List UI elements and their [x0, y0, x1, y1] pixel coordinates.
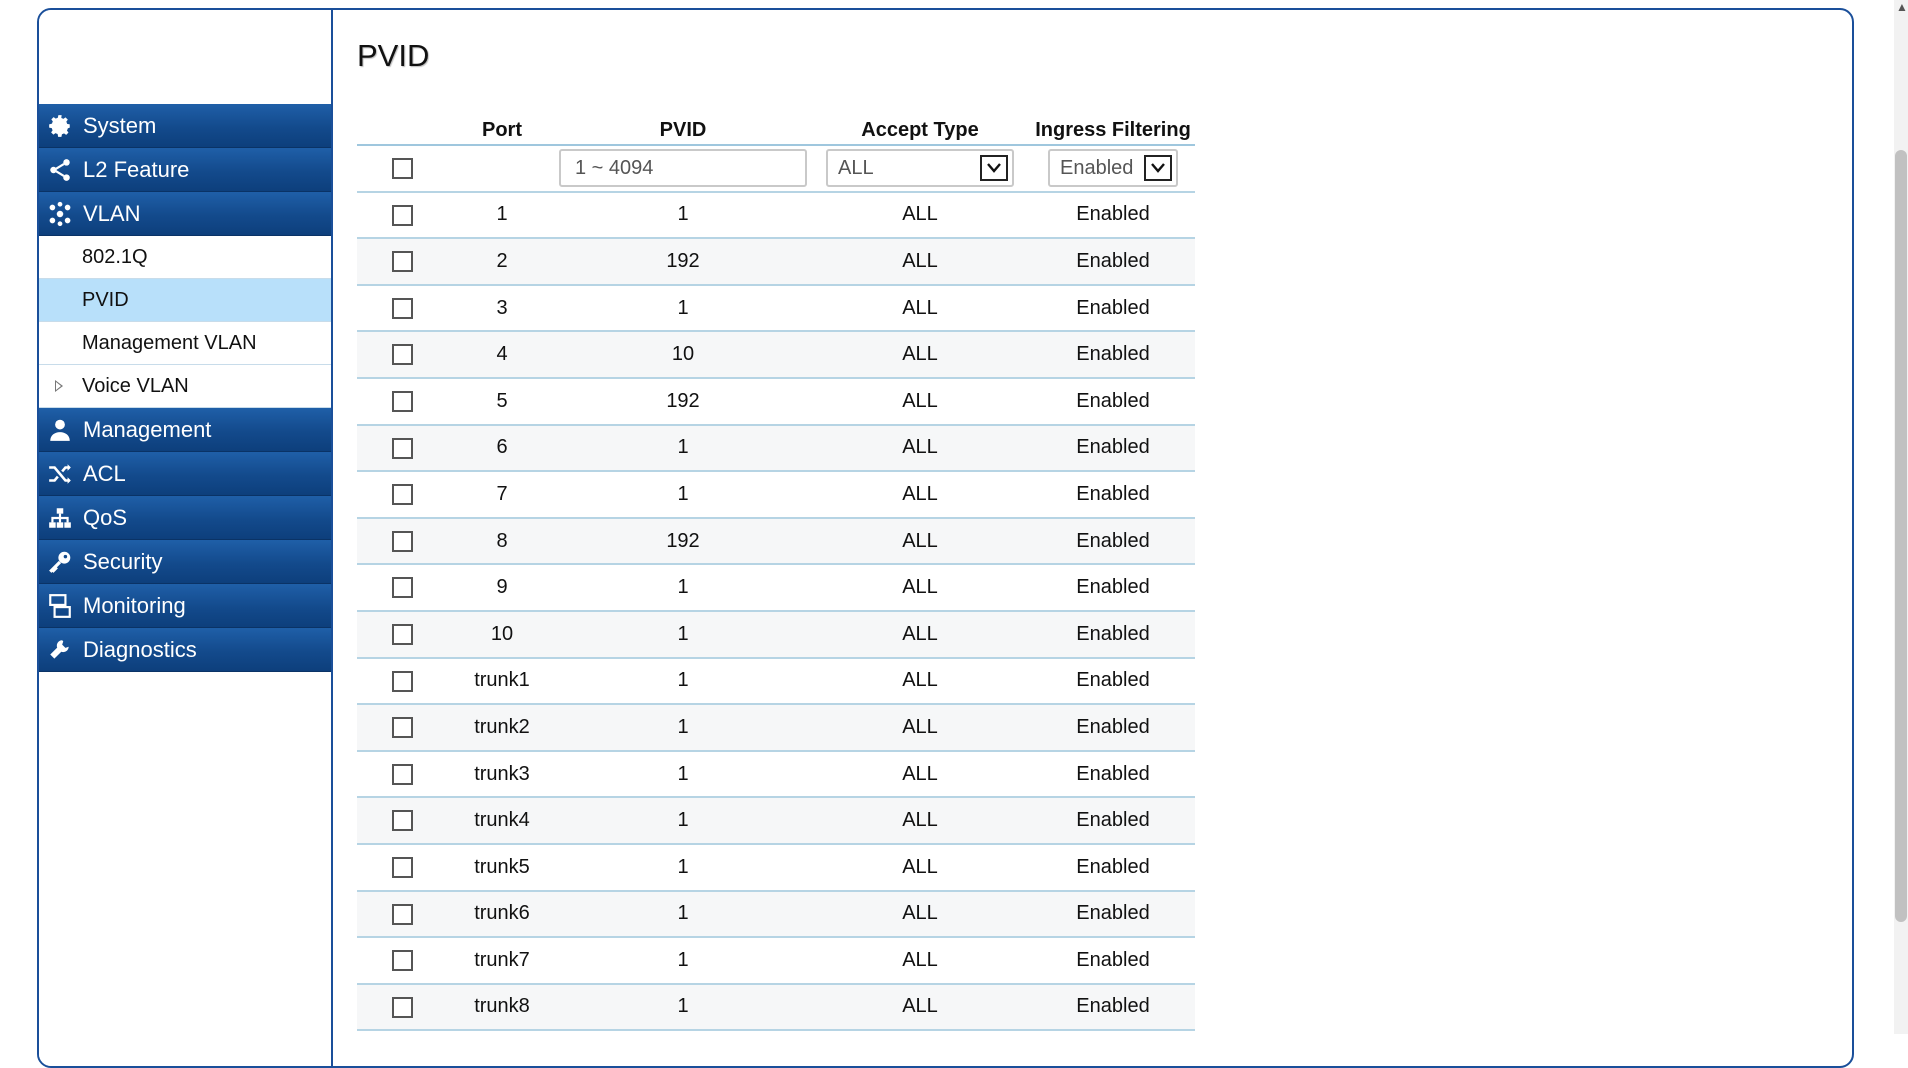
- sidebar-item-security[interactable]: [39, 540, 331, 584]
- table-row: [357, 984, 1195, 1031]
- share-icon: [45, 155, 75, 185]
- cell-ingress-filtering: Enabled: [1031, 238, 1195, 285]
- cell-ingress-filtering: Enabled: [1031, 378, 1195, 425]
- cell-ingress-filtering: Enabled: [1031, 797, 1195, 844]
- pvid-table: [357, 112, 1195, 1031]
- wrench-icon: [45, 635, 75, 665]
- sidebar-subitem-management-vlan[interactable]: [39, 322, 331, 365]
- cell-port: trunk1: [447, 658, 557, 705]
- cell-ingress-filtering: Enabled: [1031, 891, 1195, 938]
- sidebar-item-label: Security: [83, 548, 163, 574]
- cell-pvid: 1: [557, 425, 809, 472]
- sidebar-subitem-label: Voice VLAN: [82, 374, 189, 397]
- cell-ingress-filtering: Enabled: [1031, 471, 1195, 518]
- table-row: [357, 285, 1195, 332]
- table-header-row: [357, 112, 1195, 145]
- cell-port: trunk7: [447, 937, 557, 984]
- cell-pvid: 1: [557, 844, 809, 891]
- cell-port: 6: [447, 425, 557, 472]
- cell-accept-type: ALL: [809, 378, 1031, 425]
- cell-accept-type: ALL: [809, 425, 1031, 472]
- row-checkbox[interactable]: [392, 904, 413, 925]
- row-checkbox[interactable]: [392, 438, 413, 459]
- cell-port: trunk5: [447, 844, 557, 891]
- table-row: [357, 658, 1195, 705]
- key-icon: [45, 547, 75, 577]
- cell-pvid: 1: [557, 285, 809, 332]
- table-row: [357, 378, 1195, 425]
- ingress-filtering-select[interactable]: [1048, 149, 1178, 187]
- cell-accept-type: ALL: [809, 751, 1031, 798]
- row-checkbox[interactable]: [392, 810, 413, 831]
- row-checkbox[interactable]: [392, 344, 413, 365]
- select-all-checkbox[interactable]: [392, 158, 413, 179]
- cell-port: trunk6: [447, 891, 557, 938]
- sidebar-subitem-802-1q[interactable]: [39, 236, 331, 279]
- row-checkbox[interactable]: [392, 205, 413, 226]
- sidebar-item-qos[interactable]: [39, 496, 331, 540]
- sidebar-item-acl[interactable]: [39, 452, 331, 496]
- sidebar-subitem-voice-vlan[interactable]: [39, 365, 331, 408]
- sidebar-item-label: ACL: [83, 460, 126, 486]
- table-row: [357, 471, 1195, 518]
- row-checkbox[interactable]: [392, 624, 413, 645]
- page-title: PVID: [357, 38, 430, 73]
- cell-pvid: 1: [557, 937, 809, 984]
- cell-accept-type: ALL: [809, 564, 1031, 611]
- sidebar-subitem-label: 802.1Q: [82, 245, 148, 268]
- gear-icon: [45, 111, 75, 141]
- chevron-down-icon: [1144, 155, 1172, 181]
- table-row: [357, 238, 1195, 285]
- table-row: [357, 704, 1195, 751]
- row-checkbox[interactable]: [392, 577, 413, 598]
- select-all-header: [357, 112, 447, 145]
- shuffle-icon: [45, 459, 75, 489]
- table-row: [357, 611, 1195, 658]
- row-checkbox[interactable]: [392, 391, 413, 412]
- cell-accept-type: ALL: [809, 937, 1031, 984]
- sidebar-item-label: Management: [83, 416, 212, 442]
- expand-triangle-icon[interactable]: [55, 380, 63, 392]
- user-icon: [45, 415, 75, 445]
- cell-accept-type: ALL: [809, 471, 1031, 518]
- sidebar-item-label: Monitoring: [83, 592, 186, 618]
- sidebar-subitem-label: PVID: [82, 288, 129, 311]
- cell-port: trunk2: [447, 704, 557, 751]
- cell-port: 1: [447, 192, 557, 239]
- cell-accept-type: ALL: [809, 891, 1031, 938]
- cell-port: 3: [447, 285, 557, 332]
- cell-ingress-filtering: Enabled: [1031, 704, 1195, 751]
- sidebar-item-label: QoS: [83, 504, 128, 530]
- cell-pvid: 192: [557, 378, 809, 425]
- cell-port: trunk4: [447, 797, 557, 844]
- cell-port: 4: [447, 331, 557, 378]
- cell-port: trunk8: [447, 984, 557, 1031]
- sidebar-subitem-pvid[interactable]: [39, 279, 331, 322]
- sidebar-item-label: L2 Feature: [83, 156, 190, 182]
- cell-ingress-filtering: Enabled: [1031, 564, 1195, 611]
- sidebar-item-management[interactable]: [39, 408, 331, 452]
- sidebar-item-vlan[interactable]: [39, 192, 331, 236]
- app-frame: [37, 8, 1854, 1068]
- cell-pvid: 1: [557, 658, 809, 705]
- cell-accept-type: ALL: [809, 797, 1031, 844]
- col-ingress-filtering: Ingress Filtering: [1031, 112, 1195, 145]
- cell-ingress-filtering: Enabled: [1031, 285, 1195, 332]
- sidebar-item-label: VLAN: [83, 200, 141, 226]
- sidebar-item-diagnostics[interactable]: [39, 628, 331, 672]
- table-row: [357, 937, 1195, 984]
- ingress-select-value: Enabled: [1060, 156, 1134, 179]
- accept-type-select[interactable]: [826, 149, 1014, 187]
- chevron-down-icon: [980, 155, 1008, 181]
- cell-ingress-filtering: Enabled: [1031, 518, 1195, 565]
- cell-pvid: 1: [557, 192, 809, 239]
- cell-accept-type: ALL: [809, 984, 1031, 1031]
- accept-type-select-value: ALL: [838, 156, 874, 179]
- row-checkbox[interactable]: [392, 950, 413, 971]
- cell-pvid: 192: [557, 238, 809, 285]
- scroll-up-icon[interactable]: ▲: [1896, 0, 1908, 14]
- cell-accept-type: ALL: [809, 704, 1031, 751]
- table-row: [357, 891, 1195, 938]
- col-port: Port: [447, 112, 557, 145]
- cell-ingress-filtering: Enabled: [1031, 844, 1195, 891]
- cell-pvid: 1: [557, 751, 809, 798]
- sidebar-item-system[interactable]: [39, 104, 331, 148]
- cell-pvid: 1: [557, 984, 809, 1031]
- sidebar-item-l2-feature[interactable]: [39, 148, 331, 192]
- cell-ingress-filtering: Enabled: [1031, 192, 1195, 239]
- row-checkbox[interactable]: [392, 717, 413, 738]
- cell-pvid: 1: [557, 797, 809, 844]
- cell-pvid: 10: [557, 331, 809, 378]
- cell-accept-type: ALL: [809, 518, 1031, 565]
- row-checkbox[interactable]: [392, 857, 413, 878]
- filter-row: [357, 145, 1195, 192]
- vertical-scrollbar[interactable]: [1894, 0, 1908, 1034]
- scrollbar-thumb[interactable]: [1895, 150, 1907, 922]
- table-row: [357, 844, 1195, 891]
- row-checkbox[interactable]: [392, 531, 413, 552]
- cell-port: trunk3: [447, 751, 557, 798]
- cell-accept-type: ALL: [809, 658, 1031, 705]
- table-row: [357, 192, 1195, 239]
- row-checkbox[interactable]: [392, 764, 413, 785]
- col-accept-type: Accept Type: [809, 112, 1031, 145]
- sidebar-subitem-label: Management VLAN: [82, 331, 257, 354]
- cell-port: 7: [447, 471, 557, 518]
- table-row: [357, 797, 1195, 844]
- cell-port: 2: [447, 238, 557, 285]
- cell-pvid: 192: [557, 518, 809, 565]
- table-row: [357, 518, 1195, 565]
- pvid-input[interactable]: 1 ~ 4094: [559, 149, 807, 187]
- table-row: [357, 331, 1195, 378]
- hierarchy-icon: [45, 503, 75, 533]
- row-checkbox[interactable]: [392, 997, 413, 1018]
- cell-port: 5: [447, 378, 557, 425]
- col-pvid: PVID: [557, 112, 809, 145]
- row-checkbox[interactable]: [392, 671, 413, 692]
- cell-port: 10: [447, 611, 557, 658]
- sidebar-logo-area: [39, 10, 331, 104]
- cell-accept-type: ALL: [809, 192, 1031, 239]
- cell-port: 9: [447, 564, 557, 611]
- table-row: [357, 425, 1195, 472]
- cell-accept-type: ALL: [809, 331, 1031, 378]
- network-cluster-icon: [45, 199, 75, 229]
- sidebar-item-label: System: [83, 112, 157, 138]
- cell-accept-type: ALL: [809, 611, 1031, 658]
- monitor-icon: [45, 591, 75, 621]
- cell-pvid: 1: [557, 564, 809, 611]
- cell-accept-type: ALL: [809, 844, 1031, 891]
- cell-ingress-filtering: Enabled: [1031, 984, 1195, 1031]
- cell-accept-type: ALL: [809, 285, 1031, 332]
- cell-accept-type: ALL: [809, 238, 1031, 285]
- cell-ingress-filtering: Enabled: [1031, 658, 1195, 705]
- cell-pvid: 1: [557, 704, 809, 751]
- cell-ingress-filtering: Enabled: [1031, 751, 1195, 798]
- cell-ingress-filtering: Enabled: [1031, 425, 1195, 472]
- table-row: [357, 751, 1195, 798]
- main-content: [357, 10, 1852, 1066]
- sidebar-item-label: Diagnostics: [83, 636, 197, 662]
- cell-pvid: 1: [557, 891, 809, 938]
- row-checkbox[interactable]: [392, 484, 413, 505]
- cell-ingress-filtering: Enabled: [1031, 611, 1195, 658]
- cell-ingress-filtering: Enabled: [1031, 331, 1195, 378]
- table-row: [357, 564, 1195, 611]
- cell-pvid: 1: [557, 611, 809, 658]
- row-checkbox[interactable]: [392, 298, 413, 319]
- sidebar-item-monitoring[interactable]: [39, 584, 331, 628]
- cell-pvid: 1: [557, 471, 809, 518]
- cell-port: 8: [447, 518, 557, 565]
- cell-ingress-filtering: Enabled: [1031, 937, 1195, 984]
- sidebar: [39, 10, 333, 1066]
- row-checkbox[interactable]: [392, 251, 413, 272]
